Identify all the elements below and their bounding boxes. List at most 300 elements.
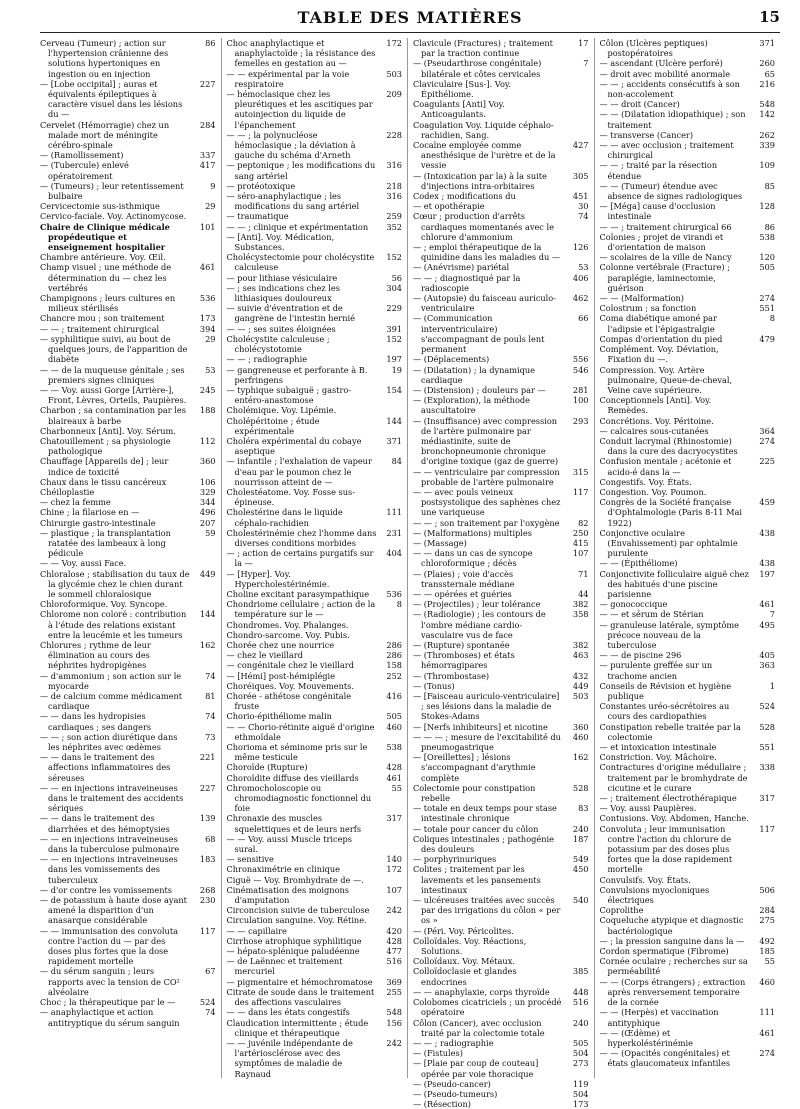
index-entry-page: 428 [386,762,402,773]
index-entry-text: — — ; traitement chirurgical [40,323,160,334]
index-entry [40,528,216,559]
index-entry [413,262,589,272]
index-entry [413,987,589,997]
index-entry-text: — — ; ses suites éloignées [226,323,336,334]
index-entry [227,365,403,385]
index-entry-page: 432 [572,670,589,681]
index-entry-text: — (Thrombostase) [413,670,490,681]
index-entry [413,1089,589,1099]
index-entry [40,609,216,640]
index-entry-page: 460 [572,731,589,742]
index-entry [227,456,403,487]
index-entry [600,599,776,609]
index-entry-text: — plastique ; la transplantation ratatée des lambeaux à long pédicule [40,527,171,559]
index-entry-text: — (Insuffisance) avec compression de l'artère pulmonaire par médiastinite, suite de bronchopneumonie chronique d'origine toxique (gaz de guerre) [413,415,559,467]
index-entry-text: — (Radiologie) ; les contours de l'ombre médiane cardio-vasculaire vus de face [413,609,546,640]
index-entry-page: 216 [759,78,775,89]
index-entry-text: — (Pseudo-tumeurs) [413,1088,498,1099]
index-entry [413,120,589,140]
index-entry-page: 344 [199,497,216,508]
index-entry-page: 162 [199,639,216,650]
index-entry-page: 338 [759,762,775,773]
index-entry [40,79,216,120]
index-entry-page: 245 [199,384,216,395]
index-entry [227,334,403,354]
index-entry-text: — (Tumeurs) ; leur retentissement bulbaire [40,180,184,202]
index-entry-page: 505 [759,262,775,273]
index-entry-text: Claudication intermittente ; étude clinique et thérapeutique [226,1017,369,1038]
index-entry-text: — ; traitement électrothérapique [599,793,737,804]
index-entry-page: 156 [386,1017,402,1028]
index-entry-text: — (Plaies) ; voie d'accès transsternale médiane [413,568,515,589]
index-entry [40,181,216,201]
index-entry-text: — (Résection) [413,1099,471,1109]
index-entry-page: 67 [205,966,216,977]
index-entry-page: 363 [759,660,775,671]
index-entry-page: 55 [391,782,402,793]
index-entry-text: — [Plaie par coup de couteau] opérée par voie thoracique [413,1058,539,1079]
index-entry [227,956,403,976]
index-entry-text: — (Projectiles) ; leur tolérance [413,599,541,610]
index-entry-text: Charbonneux [Anti]. Voy. Sérum. [40,425,176,436]
index-entry [413,201,589,211]
index-entry [413,191,589,201]
index-entry [600,660,776,680]
index-entry-page: 548 [759,99,775,110]
index-entry-text: Cœur ; production d'arrêts cardiaques momentanés avec le chlorure d'ammonium [413,211,554,242]
index-entry-text: Choléra expérimental du cobaye aseptique [226,435,362,457]
index-entry-text: Cervicectomie sus-isthmique [40,201,160,212]
index-entry-text: — [Hyper]. Voy. Hypercholestérinémie. [226,568,330,589]
index-entry-text: — — de la muqueuse génitale ; ses premiers signes cliniques [40,364,185,385]
index-entry-text: Colectomie pour constipation rebelle [413,782,536,804]
index-entry-page: 107 [386,884,402,895]
index-entry-text: — et opothérapie [413,201,485,212]
index-entry-page: 109 [759,160,775,171]
index-entry-text: Chaux dans le tissu cancéreux [40,476,167,487]
index-entry [413,548,589,568]
index-entry-text: — ulcéreuses traitées avec succès par des irrigations du côlon « per os » [413,895,561,926]
index-entry-page: 225 [759,456,775,467]
index-entry-text: — — opérées et guéries [413,588,512,599]
index-entry-text: — infantile ; l'exhalation de vapeur d'eau par le poumon chez le nourrisson atteint de — [226,456,372,487]
index-entry-page: 8 [396,599,402,610]
index-entry-page: 461 [386,772,402,783]
index-entry-text: — pour lithiase vésiculaire [226,272,338,283]
index-entry [600,1007,776,1027]
index-entry [227,252,403,272]
index-entry-page: 427 [572,140,589,151]
index-entry [40,507,216,517]
index-entry-text: Colloïdoclasie et glandes endocrines [413,966,517,987]
index-entry-text: — transverse (Cancer) [599,129,694,140]
index-entry-text: Colonne vertébrale (Fracture) ; paraplégie, laminectomie, guérison [599,262,730,293]
index-entry [413,783,589,803]
index-entry-page: 461 [199,262,216,273]
index-entry-page: 259 [386,211,402,222]
index-entry-page: 281 [572,384,589,395]
index-column-1 [40,38,221,1078]
index-entry [600,222,776,232]
index-entry [40,150,216,160]
index-entry [227,211,403,221]
index-entry-text: Cinématisation des moignons d'amputation [226,884,349,906]
index-entry-page: 255 [386,986,402,997]
index-entry-page: 197 [759,568,775,579]
index-entry-text: — protéotoxique [226,180,296,191]
index-entry-text: Champ visuel ; une méthode de détermination du — chez les vertébrés [40,262,172,293]
index-entry-text: — — ; la polynucléose hémoclasique ; la déviation à gauche du schéma d'Arneth [226,129,356,161]
index-entry-text: — — ventriculaire par compression probable de l'artère pulmonaire [413,466,560,487]
index-entry-text: — — (Tumeur) étendue avec absence de signes radiologiques [599,180,743,202]
index-entry-text: — (Thromboses) et états hémorragipares [413,650,515,671]
index-entry [227,905,403,915]
index-entry-text: — — en injections intraveineuses dans la tuberculose pulmonaire [40,833,180,855]
index-entry-page: 71 [578,568,589,579]
index-entry-page: 461 [759,1027,775,1038]
index-entry-text: — Voy. aussi Paupières. [599,803,697,814]
index-entry-text: — pigmentaire et hémochromatose [226,976,373,987]
index-entry-text: — suivie d'éventration et de gangrène de l'intestin hernié [226,303,355,324]
index-entry-text: — — (Épithéliome) [599,558,678,569]
index-entry [413,824,589,834]
index-entry-text: Conseils de Révision et hygiène publique [599,680,732,701]
index-entry-text: — (Communication interventriculaire) s'accompagnant de pouls lent permanent [413,313,545,355]
page-title: TABLE DES MATIÈRES [297,8,523,27]
index-entry-page: 107 [572,548,589,559]
index-entry-text: Côlon (Ulcères peptiques) postopératoires [599,38,708,59]
index-entry-text: Chatouillement ; sa physiologie pathologique [40,435,171,457]
index-entry-text: — — Voy. aussi Face. [40,558,127,569]
index-entry-text: Convulsions myocloniques électriques [599,884,710,906]
index-entry-text: — (Intoxication par la) à la suite d'injections intra-orbitaires [413,170,547,191]
index-entry [600,252,776,262]
index-entry-text: — (Massage) [413,537,467,548]
index-entry-page: 438 [759,527,775,538]
index-entry [600,956,776,976]
index-entry-text: — (Fistules) [413,1048,463,1059]
index-entry [600,140,776,160]
index-entry-page: 172 [386,38,402,48]
index-entry-text: — — ; son traitement par l'oxygène [413,517,560,528]
index-entry-text: — — (Œdème) et hyperkoléstérinémie [599,1027,693,1048]
index-entry-text: Constipation rebelle traitée par la colectomie [599,721,741,742]
index-entry-text: — — (Dilatation idiopathique) ; son traitement [599,109,746,130]
index-entry-page: 284 [199,119,216,130]
index-entry-page: 227 [199,782,216,793]
index-entry [40,456,216,476]
index-entry-page: 316 [386,191,402,202]
index-entry [40,834,216,854]
index-entry [227,977,403,987]
index-entry [413,681,589,691]
index-entry-page: 173 [572,1099,589,1109]
index-entry [600,477,776,487]
index-entry-text: Compas d'orientation du pied [599,333,723,344]
index-entry-page: 183 [199,854,216,865]
index-entry-text: — — en injections intraveineuses dans le traitement des accidents sériques [40,782,184,814]
index-entry [600,487,776,497]
index-entry [227,936,403,946]
index-entry [600,426,776,436]
index-entry [227,722,403,742]
index-entry [40,477,216,487]
index-entry-page: 352 [386,221,402,232]
index-entry-text: — — — ; mesure de l'excitabilité du pneumogastrique [413,731,561,753]
index-entry-text: Choline excitant parasympathique [226,588,370,599]
index-entry-page: 231 [386,527,402,538]
index-entry [40,365,216,385]
index-entry [227,813,403,833]
index-entry-text: Citrate de soude dans le traitement des affections vasculaires [226,986,375,1008]
index-entry-page: 317 [386,813,402,824]
index-entry-page: 142 [759,109,775,120]
index-entry [413,528,589,538]
index-entry-page: 162 [572,752,589,763]
index-entry-text: — — expérimental par la voie respiratoire [226,68,350,89]
index-entry-text: — — juvénile indépendante de l'artériosclérose avec des symptômes de maladie de Raynaud [226,1037,353,1079]
index-entry-text: — — immunisation des convoluta contre l'action du — par des doses plus fortes que la dose rapidement mortelle [40,925,178,967]
index-entry [413,966,589,986]
index-entry-text: Choc anaphylactique et anaphylactoïde ; la résistance des femelles en gestation au — [226,38,376,69]
index-entry-page: 140 [386,854,402,865]
index-entry [40,252,216,262]
index-entry-page: 556 [572,354,589,365]
index-entry-page: 315 [572,466,589,477]
index-entry-page: 528 [572,782,589,793]
index-entry-page: 158 [386,660,402,671]
index-entry [600,752,776,762]
index-entry [600,650,776,660]
index-entry [40,120,216,151]
index-entry-page: 504 [572,1048,589,1059]
index-entry-page: 416 [386,691,402,701]
index-entry-page: 119 [572,1078,589,1089]
index-entry [227,69,403,89]
index-entry [413,589,589,599]
index-entry-text: Circulation sanguine. Voy. Rétine. [226,915,367,926]
index-entry-page: 117 [572,486,589,497]
index-entry [227,232,403,252]
index-entry-page: 154 [386,384,402,395]
index-entry [40,854,216,885]
index-entry [600,436,776,456]
index-entry-page: 120 [759,252,775,263]
index-entry [600,313,776,333]
index-entry-text: — — dans un cas de syncope chloroformique ; décès [413,548,533,569]
index-entry-page: 274 [759,293,775,304]
index-entry [600,824,776,875]
index-entry-text: — — ; traitement chirurgical 66 [599,221,732,232]
index-entry [600,262,776,293]
index-entry-text: — — ; radiographie [226,354,308,365]
index-entry [227,711,403,721]
index-entry [600,569,776,600]
index-entry-page: 68 [205,833,216,844]
index-entry-page: 540 [572,895,589,906]
index-entry-text: — gangreneuse et perforante à B. perfringens [226,364,368,385]
index-entry [227,181,403,191]
index-entry-page: 428 [386,935,402,946]
index-entry [40,752,216,783]
index-entry [413,538,589,548]
index-entry-page: 82 [578,517,589,528]
index-entry [413,313,589,354]
index-entry-text: — — de piscine 296 [599,650,682,661]
index-entry-page: 524 [199,997,216,1008]
index-entry [413,609,589,640]
index-entry-text: — — Chorio-rétinite aiguë d'origine ethmoïdale [226,721,375,742]
index-entry-page: 74 [205,670,216,681]
index-entry [227,1018,403,1038]
index-entry-page: 538 [386,742,402,753]
index-entry [413,640,589,650]
index-entry [413,732,589,752]
index-entry [600,181,776,201]
index-entry [413,1018,589,1038]
index-entry-page: 56 [391,272,402,283]
index-entry-page: 505 [572,1037,589,1048]
index-entry [227,38,403,69]
index-entry [40,160,216,180]
index-entry [413,997,589,1017]
index-entry [227,89,403,130]
index-entry [40,385,216,405]
index-entry-text: Chondriome cellulaire ; action de la température sur le — [226,599,376,620]
index-entry-text: Chondro-sarcome. Voy. Pubis. [226,629,350,640]
index-entry [227,691,403,711]
index-entry-text: — traumatique [226,211,289,222]
index-entry [227,160,403,180]
index-entry-page: 394 [199,323,216,334]
index-entry-page: 86 [764,221,775,232]
index-entry-text: — purulente greffée sur un trachome ancien [599,660,713,681]
index-entry-text: Chirurgie gastro-intestinale [40,517,156,528]
index-entry-text: Contractures d'origine médullaire ; traitement par le bromhydrate de cicutine et le curare [599,762,748,793]
index-entry [40,813,216,833]
index-entry-text: — porphyrinuriques [413,854,497,865]
header-rule [40,32,780,33]
index-entry [40,885,216,895]
index-entry-text: Chauffage [Appareils de] ; leur indice de toxicité [40,456,169,477]
index-entry-text: — — (Corps étrangers) ; extraction après renversement temporaire de la cornée [599,976,746,1008]
index-entry-text: Choroïdite diffuse des vieillards [226,772,359,783]
index-entry-page: 506 [759,884,775,895]
index-entry [40,895,216,926]
index-entry-page: 536 [386,588,402,599]
index-entry [413,518,589,528]
index-entry-page: 74 [578,211,589,222]
index-entry-text: Cervelet (Hémorragie) chez un malade mort de méningite cérébro-spinale [40,119,170,151]
index-entry-page: 101 [199,221,216,232]
index-entry [600,905,776,915]
index-entry-page: 317 [759,793,775,804]
index-entry [600,742,776,752]
index-entry [600,109,776,129]
index-entry-page: 1 [769,680,775,691]
index-entry-text: — typhique subaiguë ; gastro-entéro-anastomose [226,384,352,406]
index-entry-text: — scolaires de la ville de Nancy [599,252,732,263]
index-entry-page: 369 [386,976,402,987]
index-entry-page: 360 [199,456,216,467]
page-header [40,8,780,34]
index-entry [600,722,776,742]
index-entry-text: Coma diabétique amoné par l'adipsie et l'épigastralgie [599,313,717,334]
index-entry-text: — droit avec mobilité anormale [599,68,731,79]
index-entry [227,589,403,599]
index-entry-text: — (Péri. Voy. Péricolites. [413,925,514,936]
index-entry-text: — ; action de certains purgatifs sur la — [226,548,374,569]
index-entry-page: 406 [572,272,589,283]
index-entry [413,722,589,732]
index-entry-page: 187 [572,833,589,844]
index-entry-page: 74 [205,1007,216,1018]
index-entry-text: — — Voy. aussi Gorge [Arrière-], Front, Lèvres, Orteils, Paupières. [40,384,187,406]
index-entry-text: — — dans les hydropisies cardiaques ; ses dangers [40,711,152,732]
index-entry-page: 19 [391,364,402,375]
index-entry [40,518,216,528]
index-entry-text: — (Distension) ; douleurs par — [413,384,546,395]
index-entry-text: Codex ; modifications du [413,191,516,202]
index-entry-text: Cordon spermatique (Fibrome) [599,946,729,957]
index-entry-text: Congestion. Voy. Poumon. [599,486,707,497]
index-column-2 [221,38,408,1078]
index-entry [413,171,589,191]
index-entry [600,38,776,58]
index-entry-text: Conjonctivite folliculaire aiguë chez des habitués d'une piscine parisienne [599,568,749,599]
index-entry [413,1058,589,1078]
index-entry [600,875,776,885]
index-entry [413,671,589,681]
index-entry [413,99,589,119]
index-entry-text: — ascendant (Ulcère perforé) [599,58,723,69]
index-entry [413,242,589,262]
index-entry [227,1038,403,1079]
index-entry [227,354,403,364]
index-entry [413,854,589,864]
index-entry-page: 382 [572,599,589,610]
index-entry-text: — — en injections intraveineuses dans les vomissements des tuberculeux [40,854,178,885]
index-entry [40,997,216,1007]
index-entry-page: 462 [572,293,589,304]
index-entry [413,691,589,722]
index-entry [227,1007,403,1017]
index-entry [227,915,403,925]
index-entry-text: — sensitive [226,854,274,865]
index-entry-text: — — ; son action diurétique dans les néphrites avec œdèmes [40,731,178,753]
index-entry [227,885,403,905]
index-entry-text: — [Méga] cause d'occlusion intestinale [599,201,716,222]
index-entry-page: 197 [386,354,402,365]
index-entry-page: 548 [386,1007,402,1018]
index-entry-text: Constriction. Voy. Mâchoire. [599,752,717,763]
index-entry-page: 17 [578,38,589,48]
index-entry [40,569,216,600]
index-entry-text: Choréiques. Voy. Mouvements. [226,680,354,691]
index-entry-page: 117 [759,823,775,834]
index-entry [40,293,216,313]
index-entry-text: — [Oreillettes] ; lésions s'accompagnant d'arythmie complète [413,752,536,783]
index-entry [227,987,403,1007]
index-entry-text: — (Tonus) [413,680,455,691]
index-entry [413,354,589,364]
index-entry-text: — chez le vieillard [226,650,303,661]
index-entry-text: — [Anti]. Voy. Médication, Substances. [226,231,335,253]
index-entry-text: — — ; accidents consécutifs à son non-accolement [599,78,740,100]
index-entry-text: — de potassium à haute dose ayant amené la disparition d'un anasarque considérable [40,895,187,926]
index-entry-page: 339 [759,140,775,151]
index-entry [600,201,776,221]
